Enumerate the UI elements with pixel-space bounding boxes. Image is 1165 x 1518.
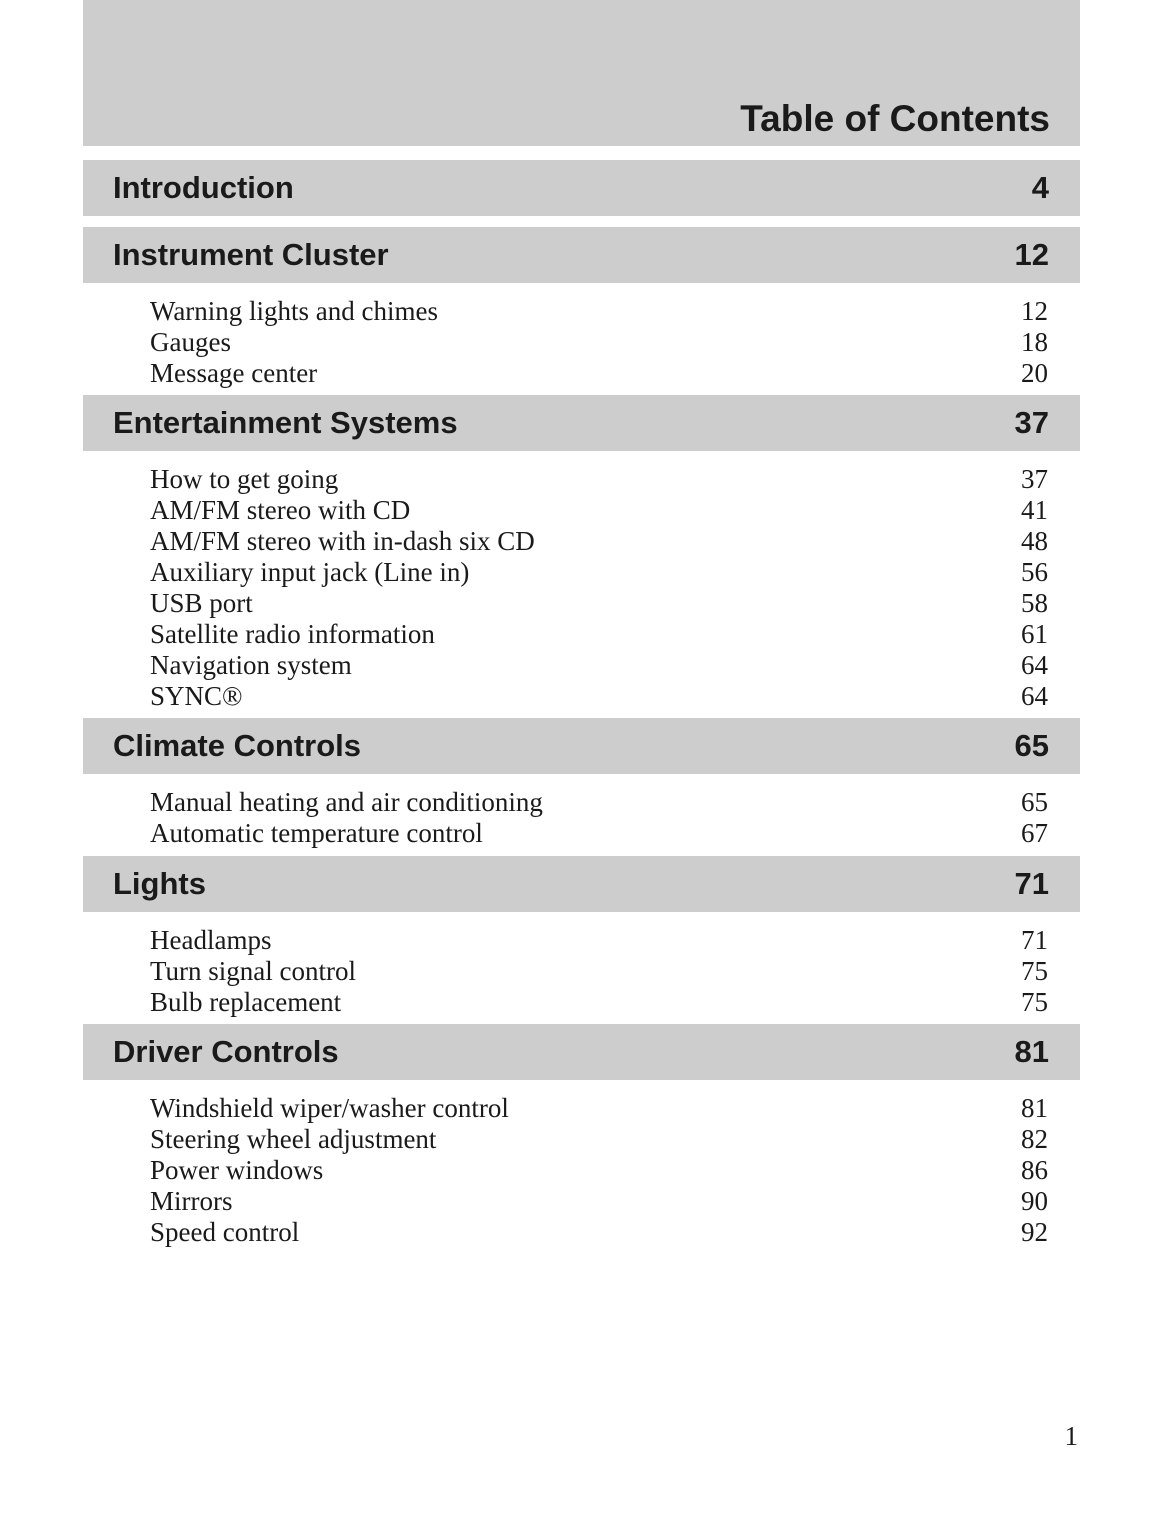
entry-page-number: 65 <box>1021 787 1048 817</box>
section-header-climate-controls[interactable] <box>83 718 1080 774</box>
header-band <box>83 0 1080 146</box>
toc-entry[interactable] <box>150 619 1048 650</box>
entry-page-number: 12 <box>1021 296 1048 326</box>
entry-page-number: 90 <box>1021 1186 1048 1216</box>
entry-label: SYNC® <box>150 681 243 711</box>
footer-page-number: 1 <box>1064 1421 1078 1451</box>
page-title: Table of Contents <box>740 98 1050 139</box>
entry-page-number: 67 <box>1021 818 1048 848</box>
toc-entry[interactable] <box>150 681 1048 712</box>
section-page-number: 81 <box>1014 1034 1049 1069</box>
entry-page-number: 82 <box>1021 1124 1048 1154</box>
toc-entry[interactable] <box>150 787 1048 818</box>
section-page-number: 71 <box>1014 866 1049 901</box>
entry-page-number: 61 <box>1021 619 1048 649</box>
toc-entry[interactable] <box>150 495 1048 526</box>
entry-page-number: 48 <box>1021 526 1048 556</box>
entry-label: How to get going <box>150 464 339 494</box>
section-page-number: 12 <box>1014 237 1049 272</box>
toc-entry[interactable] <box>150 526 1048 557</box>
entry-list-climate-controls <box>150 787 1048 849</box>
section-title: Lights <box>113 866 206 901</box>
entry-page-number: 92 <box>1021 1217 1048 1247</box>
section-title: Introduction <box>113 170 294 205</box>
section-header-entertainment-systems[interactable] <box>83 395 1080 451</box>
entry-label: Headlamps <box>150 925 272 955</box>
entry-page-number: 37 <box>1021 464 1048 494</box>
section-header-instrument-cluster[interactable] <box>83 227 1080 283</box>
toc-entry[interactable] <box>150 1124 1048 1155</box>
entry-list-driver-controls <box>150 1093 1048 1248</box>
section-title: Entertainment Systems <box>113 405 458 440</box>
toc-entry[interactable] <box>150 296 1048 327</box>
entry-page-number: 20 <box>1021 358 1048 388</box>
entry-label: Mirrors <box>150 1186 233 1216</box>
toc-entry[interactable] <box>150 987 1048 1018</box>
toc-entry[interactable] <box>150 650 1048 681</box>
toc-entry[interactable] <box>150 1093 1048 1124</box>
toc-entry[interactable] <box>150 925 1048 956</box>
toc-entry[interactable] <box>150 358 1048 389</box>
entry-label: Warning lights and chimes <box>150 296 439 326</box>
section-header-driver-controls[interactable] <box>83 1024 1080 1080</box>
section-title: Driver Controls <box>113 1034 339 1069</box>
toc-entry[interactable] <box>150 327 1048 358</box>
entry-label: Steering wheel adjustment <box>150 1124 437 1154</box>
entry-page-number: 56 <box>1021 557 1048 587</box>
entry-page-number: 41 <box>1021 495 1048 525</box>
section-header-introduction[interactable] <box>83 160 1080 216</box>
toc-entry[interactable] <box>150 818 1048 849</box>
entry-list-entertainment-systems <box>150 464 1048 712</box>
section-title: Climate Controls <box>113 728 362 763</box>
toc-entry[interactable] <box>150 1186 1048 1217</box>
entry-label: Automatic temperature control <box>150 818 483 848</box>
entry-label: AM/FM stereo with in-dash six CD <box>150 526 535 556</box>
entry-page-number: 18 <box>1021 327 1048 357</box>
entry-label: Power windows <box>150 1155 324 1185</box>
toc-entry[interactable] <box>150 1217 1048 1248</box>
section-header-lights[interactable] <box>83 856 1080 912</box>
entry-label: Speed control <box>150 1217 300 1247</box>
entry-page-number: 75 <box>1021 956 1048 986</box>
entry-label: Satellite radio information <box>150 619 435 649</box>
entry-label: AM/FM stereo with CD <box>150 495 411 525</box>
entry-page-number: 58 <box>1021 588 1048 618</box>
toc-entry[interactable] <box>150 956 1048 987</box>
entry-page-number: 71 <box>1021 925 1048 955</box>
entry-label: Turn signal control <box>150 956 357 986</box>
toc-entry[interactable] <box>150 464 1048 495</box>
entry-label: USB port <box>150 588 253 618</box>
toc-entry[interactable] <box>150 557 1048 588</box>
section-page-number: 37 <box>1014 405 1049 440</box>
entry-list-lights <box>150 925 1048 1018</box>
section-title: Instrument Cluster <box>113 237 389 272</box>
entry-label: Manual heating and air conditioning <box>150 787 543 817</box>
entry-page-number: 86 <box>1021 1155 1048 1185</box>
entry-label: Windshield wiper/washer control <box>150 1093 509 1123</box>
toc-entry[interactable] <box>150 1155 1048 1186</box>
entry-page-number: 81 <box>1021 1093 1048 1123</box>
entry-page-number: 64 <box>1021 681 1048 711</box>
section-page-number: 4 <box>1031 170 1049 205</box>
entry-label: Navigation system <box>150 650 352 680</box>
toc-entry[interactable] <box>150 588 1048 619</box>
entry-label: Bulb replacement <box>150 987 342 1017</box>
entry-label: Auxiliary input jack (Line in) <box>150 557 470 587</box>
section-page-number: 65 <box>1014 728 1049 763</box>
entry-list-instrument-cluster <box>150 296 1048 389</box>
entry-label: Gauges <box>150 327 231 357</box>
entry-page-number: 64 <box>1021 650 1048 680</box>
entry-page-number: 75 <box>1021 987 1048 1017</box>
entry-label: Message center <box>150 358 318 388</box>
